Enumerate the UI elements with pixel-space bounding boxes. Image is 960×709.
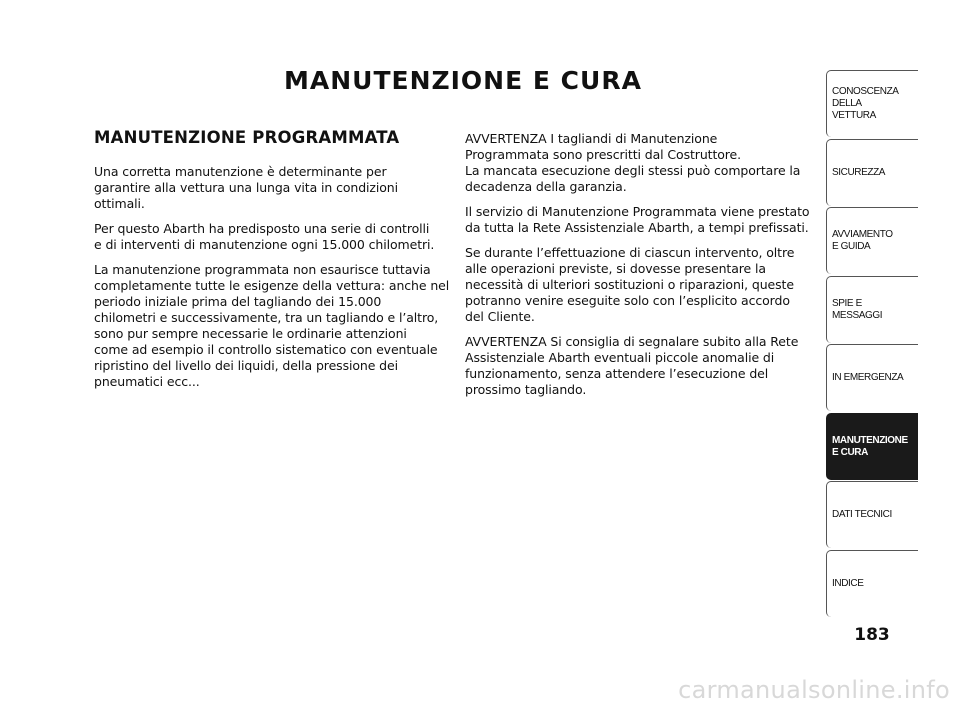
text-line: AVVERTENZA I tagliandi di Manutenzione bbox=[465, 131, 718, 146]
text-line: ottimali. bbox=[94, 196, 145, 211]
tab-label-line: DELLA bbox=[832, 98, 862, 109]
chapter-tab-avviamento[interactable] bbox=[826, 207, 918, 274]
chapter-tab-spie[interactable] bbox=[826, 276, 918, 343]
tab-label-line: MESSAGGI bbox=[832, 310, 883, 321]
text-line: periodo iniziale prima del tagliando dei 15.000 bbox=[94, 294, 382, 309]
text-line: ripristino del livello dei liquidi, della pressione dei bbox=[94, 358, 398, 373]
text-line: alle operazioni previste, si dovesse presentare la bbox=[465, 261, 766, 276]
text-line: come ad esempio il controllo sistematico con eventuale bbox=[94, 342, 438, 357]
paragraph bbox=[465, 204, 810, 236]
tab-label-line: SPIE E bbox=[832, 298, 862, 309]
tab-label bbox=[832, 435, 908, 459]
text-line: Per questo Abarth ha predisposto una serie di controlli bbox=[94, 221, 430, 236]
warning-paragraph bbox=[465, 334, 810, 398]
text-line: La manutenzione programmata non esaurisce tuttavia bbox=[94, 262, 431, 277]
text-line: garantire alla vettura una lunga vita in condizioni bbox=[94, 180, 399, 195]
paragraph bbox=[94, 262, 450, 390]
text-line: pneumatici ecc... bbox=[94, 374, 200, 389]
tab-label-line: IN EMERGENZA bbox=[832, 372, 904, 383]
tab-label bbox=[832, 86, 899, 122]
tab-label-line: SICUREZZA bbox=[832, 167, 886, 178]
text-line: Programmata sono prescritti dal Costruttore. bbox=[465, 147, 742, 162]
tab-label-line: E GUIDA bbox=[832, 241, 871, 252]
text-line: prossimo tagliando. bbox=[465, 382, 587, 397]
watermark: carmanualsonline.info bbox=[678, 676, 950, 704]
paragraph bbox=[465, 245, 810, 325]
tab-label-line: VETTURA bbox=[832, 110, 876, 121]
text-line: sono pur sempre necessarie le ordinarie attenzioni bbox=[94, 326, 407, 341]
text-line: Assistenziale Abarth eventuali piccole anomalie di bbox=[465, 350, 775, 365]
tab-label bbox=[832, 167, 885, 179]
tab-label-line: MANUTENZIONE bbox=[832, 435, 908, 446]
tab-label bbox=[832, 509, 892, 521]
warning-paragraph bbox=[465, 131, 810, 195]
chapter-tab-emergenza[interactable] bbox=[826, 344, 918, 411]
chapter-tab-conoscenza[interactable] bbox=[826, 70, 918, 137]
tab-label-line: E CURA bbox=[832, 447, 868, 458]
text-line: funzionamento, senza attendere l’esecuzione del bbox=[465, 366, 769, 381]
text-line: del Cliente. bbox=[465, 309, 535, 324]
tab-label bbox=[832, 372, 903, 384]
text-line: potranno venire eseguite solo con l’esplicito accordo bbox=[465, 293, 790, 308]
text-line: AVVERTENZA Si consiglia di segnalare subito alla Rete bbox=[465, 334, 799, 349]
tab-label bbox=[832, 298, 882, 322]
chapter-tab-manutenzione-active[interactable] bbox=[826, 413, 918, 480]
text-line: e di interventi di manutenzione ogni 15.000 chilometri. bbox=[94, 237, 435, 252]
tab-label-line: DATI TECNICI bbox=[832, 509, 892, 520]
text-line: chilometri e successivamente, tra un tagliando e l’altro, bbox=[94, 310, 439, 325]
chapter-tab-dati-tecnici[interactable] bbox=[826, 481, 918, 548]
tab-label bbox=[832, 578, 864, 590]
tab-label-line: CONOSCENZA bbox=[832, 86, 899, 97]
chapter-tab-indice[interactable] bbox=[826, 550, 918, 617]
text-line: La mancata esecuzione degli stessi può comportare la bbox=[465, 163, 801, 178]
chapter-tabs bbox=[826, 70, 918, 619]
text-line: decadenza della garanzia. bbox=[465, 179, 627, 194]
page-number: 183 bbox=[854, 625, 890, 645]
text-line: da tutta la Rete Assistenziale Abarth, a tempi prefissati. bbox=[465, 220, 809, 235]
tab-label-line: INDICE bbox=[832, 578, 864, 589]
page-title: MANUTENZIONE E CURA bbox=[284, 66, 642, 95]
left-column bbox=[94, 164, 450, 399]
section-heading: MANUTENZIONE PROGRAMMATA bbox=[94, 128, 400, 147]
text-line: Il servizio di Manutenzione Programmata viene prestato bbox=[465, 204, 810, 219]
text-line: completamente tutte le esigenze della vettura: anche nel bbox=[94, 278, 450, 293]
text-line: necessità di ulteriori sostituzioni o riparazioni, queste bbox=[465, 277, 794, 292]
paragraph bbox=[94, 221, 439, 253]
chapter-tab-sicurezza[interactable] bbox=[826, 139, 918, 206]
text-line: Se durante l’effettuazione di ciascun intervento, oltre bbox=[465, 245, 795, 260]
text-line: Una corretta manutenzione è determinante per bbox=[94, 164, 387, 179]
right-column bbox=[465, 131, 810, 407]
tab-label-line: AVVIAMENTO bbox=[832, 229, 893, 240]
paragraph bbox=[94, 164, 439, 212]
tab-label bbox=[832, 229, 893, 253]
